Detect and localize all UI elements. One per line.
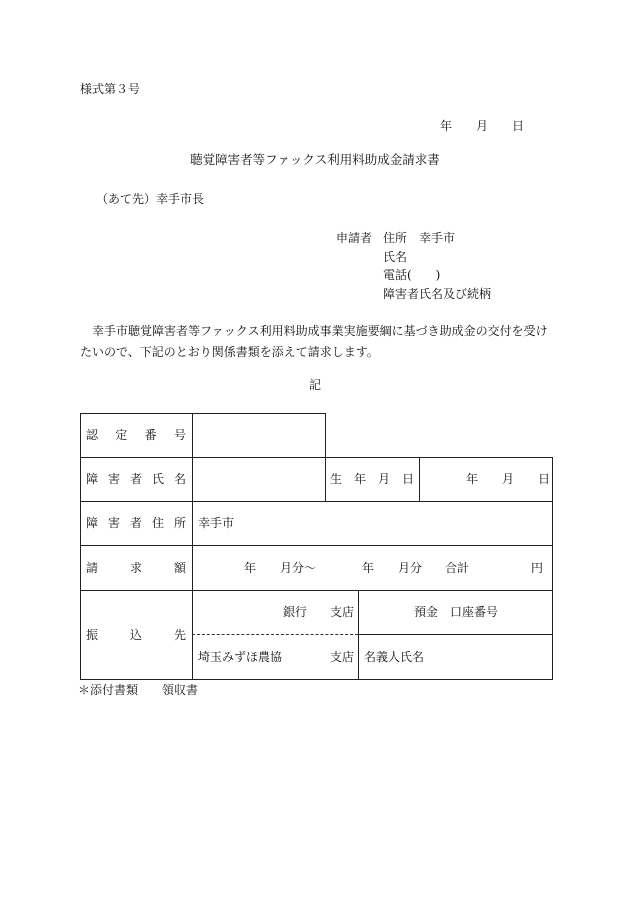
dashed-divider (192, 634, 358, 635)
disabled-name-label: 障害者氏名 (86, 472, 186, 486)
transfer-label: 振込先 (86, 628, 186, 642)
disabled-address-label: 障害者住所 (86, 516, 186, 530)
table-border (358, 590, 359, 679)
table-border (80, 501, 553, 502)
branch-label-2: 支店 (330, 650, 355, 664)
claim-total-label: 合計 (445, 561, 470, 575)
disabled-name-field[interactable] (193, 458, 325, 501)
cert-number-field[interactable] (193, 414, 325, 457)
ki-mark: 記 (308, 378, 321, 392)
date-header: 年 月 日 (440, 119, 525, 133)
applicant-name: 氏名 (383, 250, 408, 264)
applicant-label: 申請者 (336, 231, 373, 245)
table-border (80, 679, 553, 680)
applicant-disabled-person: 障害者氏名及び続柄 (383, 287, 492, 301)
addressee: （あて先）幸手市長 (96, 192, 205, 206)
applicant-phone: 電話( ) (383, 268, 441, 282)
disabled-address-value[interactable]: 幸手市 (198, 516, 235, 530)
bank-label: 銀行 (283, 605, 308, 619)
table-border (325, 413, 326, 501)
claim-period-from[interactable]: 年 月分～ (244, 561, 317, 575)
attachments-note: ＊添付書類 領収書 (78, 683, 199, 697)
account-holder-label: 名義人氏名 (364, 650, 425, 664)
table-border (80, 590, 553, 591)
table-border (419, 457, 420, 501)
table-border (358, 634, 553, 635)
branch-label: 支店 (330, 605, 355, 619)
form-number: 様式第３号 (80, 82, 141, 96)
claim-period-to[interactable]: 年 月分 (362, 561, 423, 575)
birth-date-label: 生年月日 (330, 472, 414, 486)
claim-amount-label: 請求額 (86, 561, 186, 575)
table-border (552, 457, 553, 679)
claim-yen: 円 (531, 561, 544, 575)
cert-number-label: 認定番号 (86, 428, 186, 442)
document-title: 聴覚障害者等ファックス利用料助成金請求書 (190, 152, 440, 167)
table-border (80, 545, 553, 546)
birth-date-value[interactable]: 年 月 日 (466, 472, 551, 486)
ja-bank-name: 埼玉みずほ農協 (198, 650, 283, 664)
body-text: 幸手市聴覚障害者等ファックス利用料助成事業実施要綱に基づき助成金の交付を受けたいので、下記のとおり関係書類を添えて請求します。 (80, 324, 548, 359)
deposit-account-label: 預金 口座番号 (414, 605, 499, 619)
applicant-address: 住所 幸手市 (383, 231, 456, 245)
